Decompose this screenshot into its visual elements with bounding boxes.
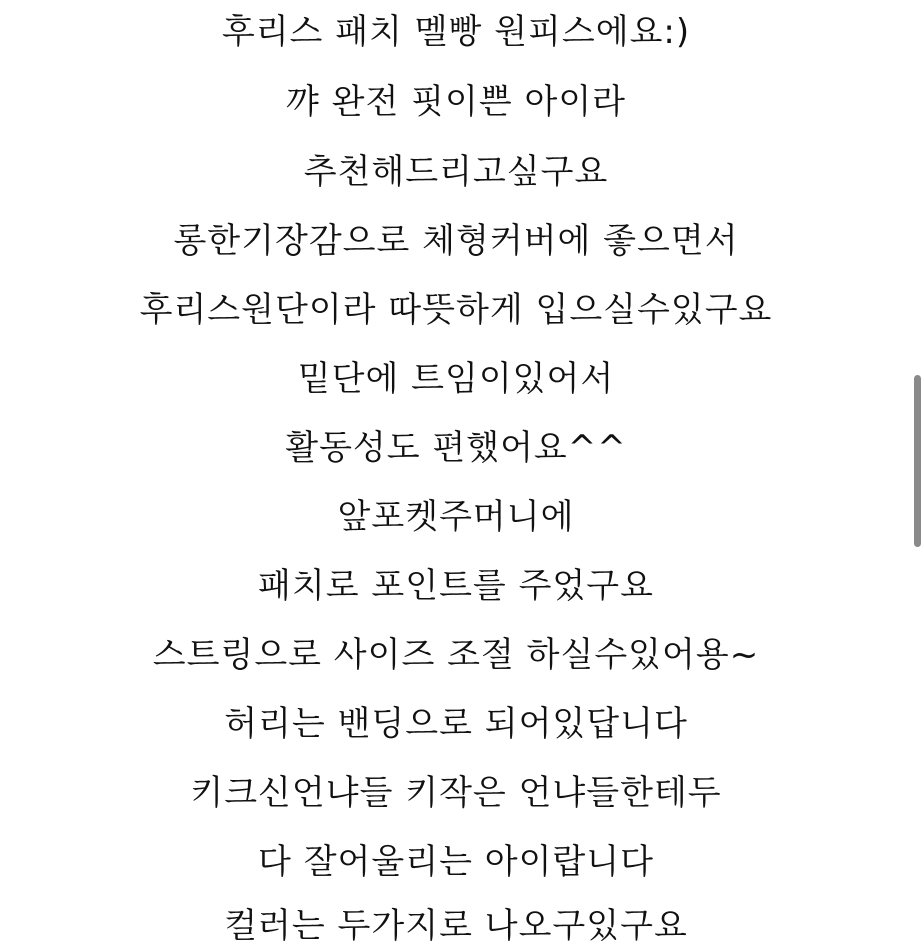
scrollbar-thumb[interactable]: [914, 375, 921, 547]
vertical-scrollbar[interactable]: [912, 0, 924, 924]
text-line: 허리는 밴딩으로 되어있답니다: [224, 704, 688, 744]
text-line: 앞포켓주머니에: [337, 497, 575, 537]
text-line: 밑단에 트임이있어서: [297, 359, 615, 399]
text-line: 스트링으로 사이즈 조절 하실수있어용~: [152, 635, 760, 675]
text-line: 다 잘어울리는 아이랍니다: [258, 842, 654, 882]
text-line: 후리스 패치 멜빵 원피스에요:): [221, 12, 691, 52]
text-line: 활동성도 편했어요^^: [285, 428, 627, 468]
text-line: 키크신언냐들 키작은 언냐들한테두: [190, 773, 722, 813]
text-line: 컬러는 두가지로 나오구있구요: [224, 906, 688, 946]
text-line: 후리스원단이라 따뜻하게 입으실수있구요: [139, 290, 773, 330]
text-line: 꺄 완전 핏이쁜 아이라: [285, 82, 627, 122]
text-line: 롱한기장감으로 체형커버에 좋으면서: [173, 221, 739, 261]
text-line: 패치로 포인트를 주었구요: [258, 566, 654, 606]
text-line: 추천해드리고싶구요: [303, 152, 609, 192]
